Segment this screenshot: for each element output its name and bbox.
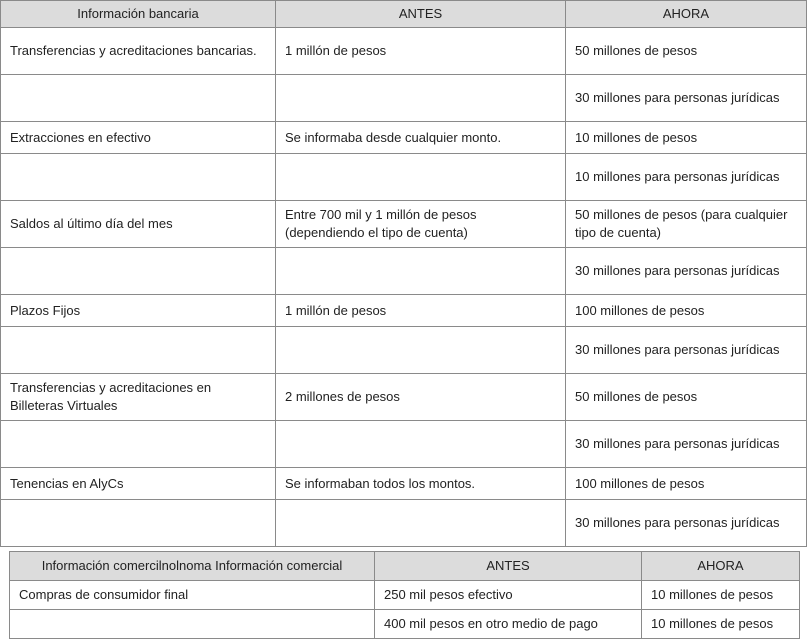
table-row (1, 248, 807, 295)
table-row (10, 581, 800, 610)
now-cell: 50 millones de pesos (para cualquier tipo de cuenta) (566, 201, 807, 248)
now-cell: 100 millones de pesos (566, 295, 807, 327)
column-header-now: AHORA (642, 552, 800, 581)
table-header-row (10, 552, 800, 581)
table-row (10, 610, 800, 639)
concept-cell (1, 75, 276, 122)
table-header-row (1, 1, 807, 28)
before-cell (276, 327, 566, 374)
before-cell: 1 millón de pesos (276, 295, 566, 327)
before-cell: Se informaban todos los montos. (276, 468, 566, 500)
now-cell: 50 millones de pesos (566, 374, 807, 421)
table-row (1, 374, 807, 421)
before-cell (276, 421, 566, 468)
now-cell: 10 millones para personas jurídicas (566, 154, 807, 201)
table-row (1, 295, 807, 327)
now-cell: 50 millones de pesos (566, 28, 807, 75)
column-header-concept: Información comercilnolnoma Información comercial (10, 552, 375, 581)
commercial-info-table (9, 551, 800, 639)
now-cell: 10 millones de pesos (566, 122, 807, 154)
before-cell (276, 500, 566, 547)
column-header-before: ANTES (375, 552, 642, 581)
before-cell (276, 75, 566, 122)
before-cell (276, 248, 566, 295)
column-header-now: AHORA (566, 1, 807, 28)
table-row (1, 122, 807, 154)
before-cell: Entre 700 mil y 1 millón de pesos (dependiendo el tipo de cuenta) (276, 201, 566, 248)
table-row (1, 201, 807, 248)
table-row (1, 421, 807, 468)
concept-cell: Transferencias y acreditaciones bancarias. (1, 28, 276, 75)
concept-cell (10, 610, 375, 639)
concept-cell: Tenencias en AlyCs (1, 468, 276, 500)
now-cell: 10 millones de pesos (642, 581, 800, 610)
before-cell (276, 154, 566, 201)
now-cell: 100 millones de pesos (566, 468, 807, 500)
concept-cell (1, 500, 276, 547)
concept-cell (1, 421, 276, 468)
before-cell: 1 millón de pesos (276, 28, 566, 75)
concept-cell (1, 248, 276, 295)
concept-cell: Compras de consumidor final (10, 581, 375, 610)
now-cell: 30 millones para personas jurídicas (566, 500, 807, 547)
concept-cell: Saldos al último día del mes (1, 201, 276, 248)
concept-cell (1, 327, 276, 374)
now-cell: 10 millones de pesos (642, 610, 800, 639)
before-cell: Se informaba desde cualquier monto. (276, 122, 566, 154)
table-row (1, 468, 807, 500)
table-row (1, 154, 807, 201)
before-cell: 250 mil pesos efectivo (375, 581, 642, 610)
column-header-concept: Información bancaria (1, 1, 276, 28)
table-row (1, 75, 807, 122)
table-row (1, 28, 807, 75)
now-cell: 30 millones para personas jurídicas (566, 421, 807, 468)
concept-cell (1, 154, 276, 201)
before-cell: 400 mil pesos en otro medio de pago (375, 610, 642, 639)
before-cell: 2 millones de pesos (276, 374, 566, 421)
concept-cell: Extracciones en efectivo (1, 122, 276, 154)
table-row (1, 500, 807, 547)
concept-cell: Plazos Fijos (1, 295, 276, 327)
concept-cell: Transferencias y acreditaciones en Billeteras Virtuales (1, 374, 276, 421)
now-cell: 30 millones para personas jurídicas (566, 248, 807, 295)
column-header-before: ANTES (276, 1, 566, 28)
now-cell: 30 millones para personas jurídicas (566, 75, 807, 122)
now-cell: 30 millones para personas jurídicas (566, 327, 807, 374)
table-row (1, 327, 807, 374)
